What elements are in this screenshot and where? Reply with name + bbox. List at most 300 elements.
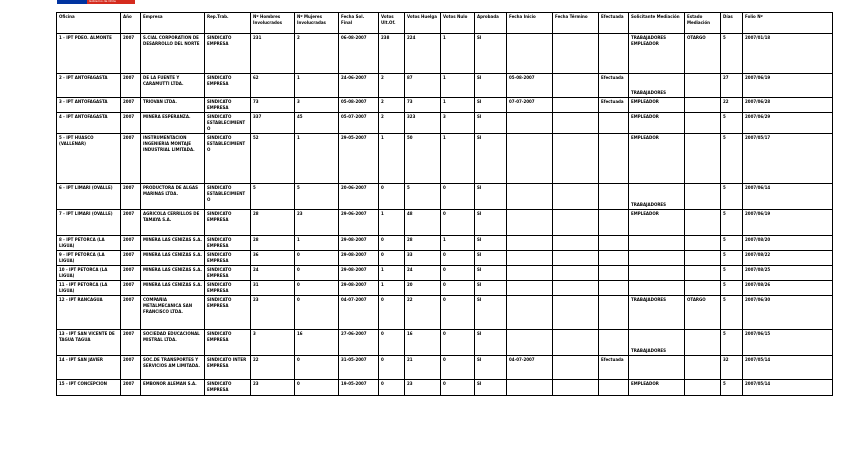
table-cell: 2007 <box>121 113 141 134</box>
table-cell: 2007/06/29 <box>743 113 833 134</box>
table-cell: 27 <box>721 74 743 98</box>
table-cell <box>629 281 685 296</box>
table-cell: 2007/08/22 <box>743 251 833 266</box>
table-cell: 2007/05/14 <box>743 380 833 396</box>
table-cell: SI <box>475 266 507 281</box>
table-cell: 87 <box>405 74 441 98</box>
table-cell <box>629 356 685 380</box>
column-header: Nº Hombres Involucrados <box>251 13 295 34</box>
table-cell: 16 <box>295 330 339 356</box>
table-cell: MINERA LAS CENIZAS S.A. <box>141 281 205 296</box>
table-cell <box>507 281 553 296</box>
table-cell: 5 <box>721 184 743 210</box>
table-cell: 5 <box>721 330 743 356</box>
table-cell: 7 - IPT LIMARI (OVALLE) <box>57 210 121 236</box>
table-cell <box>507 34 553 74</box>
table-cell: OTARGO <box>685 34 721 74</box>
table-cell: SINDICATO EMPRESA <box>205 34 251 74</box>
table-cell <box>507 380 553 396</box>
table-row <box>57 98 833 113</box>
table-cell: 2007/08/26 <box>743 281 833 296</box>
table-cell: 4 - IPT ANTOFAGASTA <box>57 113 121 134</box>
table-cell: 3 <box>295 98 339 113</box>
table-cell: SOCIEDAD EDUCACIONAL MISTRAL LTDA. <box>141 330 205 356</box>
table-cell: 0 <box>295 380 339 396</box>
table-row <box>57 356 833 380</box>
table-cell: 2007 <box>121 184 141 210</box>
table-cell: 0 <box>379 380 405 396</box>
table-cell: 1 <box>295 74 339 98</box>
table-cell: 2 <box>295 34 339 74</box>
table-cell: 5 <box>251 184 295 210</box>
table-cell: 3 <box>441 113 475 134</box>
table-cell: 1 <box>379 266 405 281</box>
table-cell <box>599 113 629 134</box>
table-cell: 5 <box>721 266 743 281</box>
table-cell: 24 <box>251 266 295 281</box>
table-cell: SINDICATO EMPRESA <box>205 296 251 330</box>
table-cell: 0 <box>379 236 405 251</box>
table-cell: MINERA LAS CENIZAS S.A. <box>141 266 205 281</box>
table-cell: 23 <box>251 296 295 330</box>
table-cell: SINDICATO EMPRESA <box>205 281 251 296</box>
table-row <box>57 281 833 296</box>
table-cell <box>599 266 629 281</box>
table-cell: 2 <box>379 98 405 113</box>
table-cell <box>553 74 599 98</box>
table-cell <box>553 236 599 251</box>
table-cell: 24 <box>405 266 441 281</box>
table-cell: SINDICATO EMPRESA <box>205 380 251 396</box>
table-cell: 29-05-2007 <box>339 134 379 184</box>
table-cell: 21 <box>405 356 441 380</box>
table-cell: 2007 <box>121 330 141 356</box>
table-cell: 1 <box>379 134 405 184</box>
table-cell <box>507 134 553 184</box>
table-cell: 5 <box>405 184 441 210</box>
column-header: Empresa <box>141 13 205 34</box>
table-cell: 15 - IPT CONCEPCION <box>57 380 121 396</box>
table-cell: 23 <box>295 210 339 236</box>
table-cell: SINDICATO ESTABLECIMIENTO <box>205 184 251 210</box>
table-cell <box>507 330 553 356</box>
table-cell: SI <box>475 184 507 210</box>
table-cell: 2007/06/30 <box>743 296 833 330</box>
table-cell: 12 - IPT RANCAGUA <box>57 296 121 330</box>
table-cell: 2007 <box>121 236 141 251</box>
table-cell <box>599 134 629 184</box>
table-cell: 1 <box>295 236 339 251</box>
table-cell: 2007 <box>121 34 141 74</box>
table-cell: TRABAJADORES <box>629 330 685 356</box>
table-cell <box>599 236 629 251</box>
table-cell <box>599 380 629 396</box>
column-header: Nº Mujeres Involucradas <box>295 13 339 34</box>
table-cell: 5 <box>721 296 743 330</box>
table-cell: SINDICATO ESTABLECIMIENTO <box>205 113 251 134</box>
table-row <box>57 296 833 330</box>
table-cell: 238 <box>379 34 405 74</box>
table-cell: 0 <box>295 266 339 281</box>
table-cell: 1 <box>441 134 475 184</box>
table-cell: 0 <box>379 251 405 266</box>
table-row <box>57 330 833 356</box>
table-cell: 2007 <box>121 356 141 380</box>
table-cell: 0 <box>441 356 475 380</box>
table-cell <box>553 380 599 396</box>
table-cell: 2007/06/15 <box>743 330 833 356</box>
table-cell: 6 - IPT LIMARI (OVALLE) <box>57 184 121 210</box>
table-row <box>57 113 833 134</box>
table-cell: SI <box>475 281 507 296</box>
table-cell: 0 <box>441 281 475 296</box>
table-cell <box>685 330 721 356</box>
table-body <box>57 34 833 396</box>
table-row <box>57 236 833 251</box>
table-cell: DE LA FUENTE Y CARAMUTTI LTDA. <box>141 74 205 98</box>
column-header: Oficina <box>57 13 121 34</box>
table-cell: 10 - IPT PETORCA (LA LIGUA) <box>57 266 121 281</box>
table-cell <box>629 266 685 281</box>
table-cell: 28 <box>405 236 441 251</box>
table-cell: 05-08-2007 <box>507 74 553 98</box>
column-header: Folio Nº <box>743 13 833 34</box>
table-cell <box>599 330 629 356</box>
table-cell: 62 <box>251 74 295 98</box>
table-cell: EMPLEADOR <box>629 210 685 236</box>
table-cell <box>553 184 599 210</box>
table-cell <box>507 210 553 236</box>
table-cell: 3 <box>251 330 295 356</box>
table-cell: SI <box>475 236 507 251</box>
table-cell <box>685 74 721 98</box>
table-cell: 2007/06/19 <box>743 210 833 236</box>
table-cell: 0 <box>441 251 475 266</box>
table-cell <box>685 380 721 396</box>
table-cell: 2007/05/17 <box>743 134 833 184</box>
column-header: Fecha Sol. Final <box>339 13 379 34</box>
table-cell: MINERA LAS CENIZAS S.A. <box>141 251 205 266</box>
table-row <box>57 210 833 236</box>
logo-text: Gobierno de Chile <box>89 0 116 3</box>
table-cell: 0 <box>441 184 475 210</box>
table-cell: EMPLEADOR <box>629 380 685 396</box>
table-cell <box>507 184 553 210</box>
table-cell: 04-07-2007 <box>507 356 553 380</box>
table-cell: 07-07-2007 <box>507 98 553 113</box>
table-cell: 20-06-2007 <box>339 184 379 210</box>
table-cell: Efectuada <box>599 98 629 113</box>
table-cell: 36 <box>251 251 295 266</box>
table-cell <box>599 34 629 74</box>
table-cell: 0 <box>295 296 339 330</box>
table-cell <box>685 251 721 266</box>
table-cell: 06-08-2007 <box>339 34 379 74</box>
table-cell: 0 <box>441 266 475 281</box>
table-cell: 2007 <box>121 210 141 236</box>
table-cell: 0 <box>379 330 405 356</box>
table-cell <box>553 356 599 380</box>
table-cell: 32 <box>721 356 743 380</box>
table-cell: 323 <box>405 113 441 134</box>
table-cell: 19-05-2007 <box>339 380 379 396</box>
table-cell: Efectuada <box>599 356 629 380</box>
table-cell <box>553 113 599 134</box>
table-cell: 5 <box>721 113 743 134</box>
table-cell: 20 <box>405 281 441 296</box>
table-cell: 22 <box>721 98 743 113</box>
table-cell: 27-06-2007 <box>339 330 379 356</box>
table-cell: SINDICATO EMPRESA <box>205 251 251 266</box>
table-cell <box>553 34 599 74</box>
table-cell: 2007/06/28 <box>743 98 833 113</box>
table-cell: 73 <box>251 98 295 113</box>
table-cell: MINERA LAS CENIZAS S.A. <box>141 236 205 251</box>
table-cell: EMPLEADOR <box>629 98 685 113</box>
table-cell: 5 - IPT HUASCO (VALLENAR) <box>57 134 121 184</box>
table-cell: 2007 <box>121 266 141 281</box>
table-cell <box>507 296 553 330</box>
table-cell <box>599 281 629 296</box>
table-cell: 24-06-2007 <box>339 74 379 98</box>
table-cell <box>507 266 553 281</box>
table-cell: 2007/08/25 <box>743 266 833 281</box>
table-cell: 0 <box>441 380 475 396</box>
table-cell: SINDICATO INTER EMPRESA <box>205 356 251 380</box>
table-cell: 2007 <box>121 74 141 98</box>
column-header: Fecha Término <box>553 13 599 34</box>
table-cell: 45 <box>295 113 339 134</box>
table-cell: 5 <box>721 210 743 236</box>
table-row <box>57 184 833 210</box>
table-cell: SINDICATO EMPRESA <box>205 236 251 251</box>
table-cell: TRABAJADORES <box>629 74 685 98</box>
table-cell: 231 <box>251 34 295 74</box>
table-cell: 5 <box>721 134 743 184</box>
table-cell <box>685 134 721 184</box>
table-cell <box>629 251 685 266</box>
table-cell: SI <box>475 251 507 266</box>
table-cell: 5 <box>721 380 743 396</box>
table-cell: SI <box>475 330 507 356</box>
table-cell: 29-08-2007 <box>339 266 379 281</box>
table-cell <box>685 281 721 296</box>
table-cell <box>629 236 685 251</box>
table-cell: 1 - IPT PDEO. ALMONTE <box>57 34 121 74</box>
table-row <box>57 266 833 281</box>
table-cell: 1 <box>295 134 339 184</box>
table-cell: 31-05-2007 <box>339 356 379 380</box>
table-cell: 2007 <box>121 296 141 330</box>
table-cell <box>553 330 599 356</box>
table-cell: SI <box>475 210 507 236</box>
table-cell: SOC.DE TRANSPORTES Y SERVICIOS AM LIMITADA. <box>141 356 205 380</box>
table-cell: MINERA ESPERANZA. <box>141 113 205 134</box>
table-cell: 29-08-2007 <box>339 236 379 251</box>
government-logo <box>57 0 135 6</box>
table-cell: 0 <box>295 281 339 296</box>
table-cell: 48 <box>405 210 441 236</box>
table-cell: 5 <box>721 251 743 266</box>
table-cell: 2007/01/18 <box>743 34 833 74</box>
table-cell <box>685 236 721 251</box>
table-cell: 2007/05/14 <box>743 356 833 380</box>
table-cell <box>553 296 599 330</box>
table-cell: SINDICATO EMPRESA <box>205 74 251 98</box>
table-cell <box>685 113 721 134</box>
table-cell: S.CIAL CORPORATION DE DESARROLLO DEL NORTE <box>141 34 205 74</box>
table-cell: EMPLEADOR <box>629 113 685 134</box>
table-cell <box>599 251 629 266</box>
table-cell: 8 - IPT PETORCA (LA LIGUA) <box>57 236 121 251</box>
table-cell: SI <box>475 98 507 113</box>
table-cell: 13 - IPT SAN VICENTE DE TAGUA TAGUA <box>57 330 121 356</box>
table-cell: 5 <box>721 281 743 296</box>
table-cell: 05-07-2007 <box>339 113 379 134</box>
table-cell: 0 <box>295 251 339 266</box>
table-cell: 5 <box>295 184 339 210</box>
table-cell: PRODUCTORA DE ALGAS MARINAS LTDA. <box>141 184 205 210</box>
table-cell: 1 <box>441 236 475 251</box>
table-cell: SINDICATO ESTABLECIMIENTO <box>205 134 251 184</box>
table-cell <box>599 296 629 330</box>
table-cell: SI <box>475 296 507 330</box>
table-cell: 28 <box>251 236 295 251</box>
table-cell: 0 <box>441 296 475 330</box>
table-cell <box>507 251 553 266</box>
table-cell: 50 <box>405 134 441 184</box>
table-cell <box>599 210 629 236</box>
table-cell: COMPAÑIA METALMECANICA SAN FRANCISCO LTDA. <box>141 296 205 330</box>
table-cell: 2007 <box>121 251 141 266</box>
table-cell: 29-08-2007 <box>339 251 379 266</box>
table-cell: 52 <box>251 134 295 184</box>
table-cell: 224 <box>405 34 441 74</box>
table-cell: TRIOVAN LTDA. <box>141 98 205 113</box>
table-cell: 2 - IPT ANTOFAGASTA <box>57 74 121 98</box>
table-cell: 2 <box>379 74 405 98</box>
table-cell: 0 <box>441 210 475 236</box>
column-header: Efectuada <box>599 13 629 34</box>
table-cell: 0 <box>379 296 405 330</box>
table-cell: EMBONOR ALEMAN S.A. <box>141 380 205 396</box>
table-cell: 1 <box>379 281 405 296</box>
table-cell: 23 <box>405 380 441 396</box>
table-cell: 0 <box>295 356 339 380</box>
table-cell <box>553 134 599 184</box>
table-cell: 5 <box>721 236 743 251</box>
table-cell: 28 <box>251 210 295 236</box>
table-cell: 2007 <box>121 380 141 396</box>
table-cell: 04-07-2007 <box>339 296 379 330</box>
table-cell <box>685 356 721 380</box>
table-cell: 14 - IPT SAN JAVIER <box>57 356 121 380</box>
table-cell: 1 <box>441 98 475 113</box>
table-cell: 22 <box>405 296 441 330</box>
table-cell: 0 <box>379 184 405 210</box>
column-header: Año <box>121 13 141 34</box>
table-cell <box>685 98 721 113</box>
table-cell: SI <box>475 34 507 74</box>
table-cell: 11 - IPT PETORCA (LA LIGUA) <box>57 281 121 296</box>
table-cell: INSTRUMENTACION INGENIERIA MONTAJE INDUSTRIAL LIMITADA. <box>141 134 205 184</box>
table-cell: 2007/08/20 <box>743 236 833 251</box>
table-cell <box>685 210 721 236</box>
table-cell: SINDICATO EMPRESA <box>205 266 251 281</box>
column-header: Votos Nulo <box>441 13 475 34</box>
column-header: Estado Mediación <box>685 13 721 34</box>
table-row <box>57 380 833 396</box>
column-header: Fecha Inicio <box>507 13 553 34</box>
table-cell: 3 - IPT ANTOFAGASTA <box>57 98 121 113</box>
table-cell: 23 <box>251 380 295 396</box>
column-header: Votos Huelga <box>405 13 441 34</box>
table-cell <box>553 266 599 281</box>
table-cell: 2007/06/14 <box>743 184 833 210</box>
table-cell <box>507 113 553 134</box>
table-cell: 73 <box>405 98 441 113</box>
table-row <box>57 134 833 184</box>
table-cell: SINDICATO EMPRESA <box>205 98 251 113</box>
table-row <box>57 34 833 74</box>
column-header: Rep.Trab. <box>205 13 251 34</box>
mediation-table <box>56 12 833 396</box>
table-cell: 31 <box>251 281 295 296</box>
table-cell <box>553 98 599 113</box>
table-row <box>57 74 833 98</box>
table-cell: 29-06-2007 <box>339 210 379 236</box>
table-cell: 5 <box>721 34 743 74</box>
table-cell: 16 <box>405 330 441 356</box>
table-cell: TRABAJADORES <box>629 296 685 330</box>
table-cell <box>553 251 599 266</box>
table-cell: 2007/06/19 <box>743 74 833 98</box>
column-header: Votos Ult.Of. <box>379 13 405 34</box>
table-cell: EMPLEADOR <box>629 134 685 184</box>
table-cell <box>553 281 599 296</box>
table-cell: SI <box>475 356 507 380</box>
column-header: Aprobada <box>475 13 507 34</box>
table-cell <box>685 184 721 210</box>
table-cell <box>507 236 553 251</box>
table-cell: OTARGO <box>685 296 721 330</box>
table-cell <box>553 210 599 236</box>
table-cell <box>599 184 629 210</box>
table-cell: 05-08-2007 <box>339 98 379 113</box>
table-cell: SI <box>475 380 507 396</box>
table-cell: 2 <box>379 113 405 134</box>
table-cell: 22 <box>251 356 295 380</box>
table-cell: SI <box>475 134 507 184</box>
table-cell: 0 <box>379 356 405 380</box>
table-cell: 9 - IPT PETORCA (LA LIGUA) <box>57 251 121 266</box>
table-cell: SINDICATO EMPRESA <box>205 210 251 236</box>
table-cell: 2007 <box>121 281 141 296</box>
table-cell: AGRICOLA CERRILLOS DE TAMAYA S.A. <box>141 210 205 236</box>
header-row <box>57 13 833 34</box>
table-cell: 337 <box>251 113 295 134</box>
table-cell <box>685 266 721 281</box>
table-cell: 2007 <box>121 134 141 184</box>
table-cell: TRABAJADORES <box>629 184 685 210</box>
column-header: Solicitante Mediación <box>629 13 685 34</box>
table-cell: SINDICATO EMPRESA <box>205 330 251 356</box>
table-cell: 1 <box>379 210 405 236</box>
column-header: Días <box>721 13 743 34</box>
table-cell: 33 <box>405 251 441 266</box>
table-cell: 29-08-2007 <box>339 281 379 296</box>
table-cell: 0 <box>441 330 475 356</box>
